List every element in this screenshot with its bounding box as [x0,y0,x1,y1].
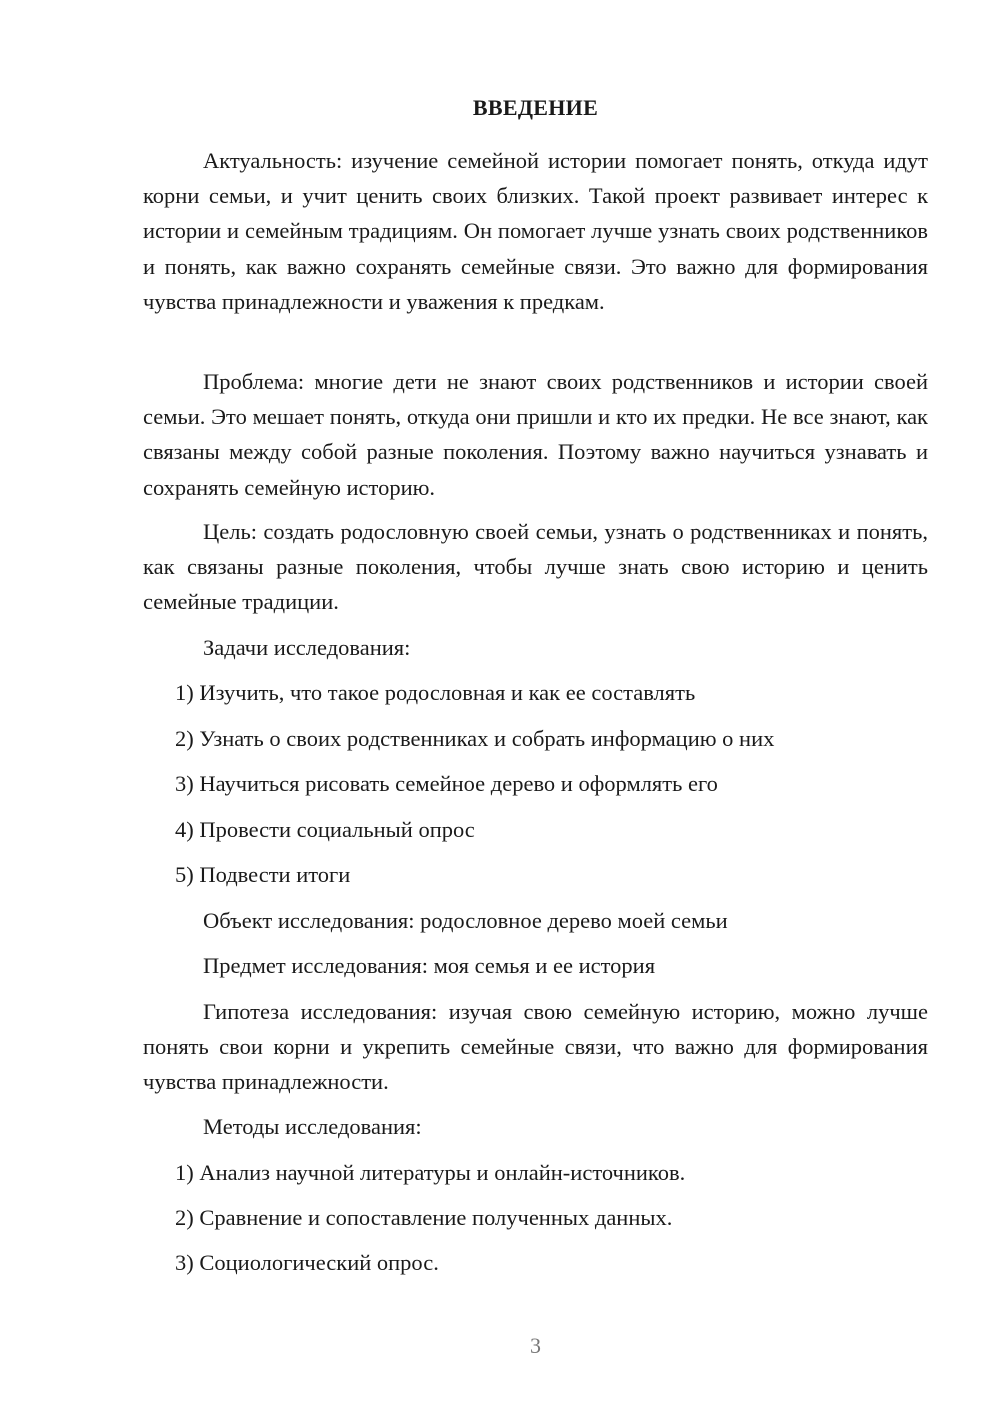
task-item-5: 5) Подвести итоги [175,862,351,887]
task-item-2: 2) Узнать о своих родственниках и собрать информацию о них [175,726,775,751]
task-item-1: 1) Изучить, что такое родословная и как ее составлять [175,680,696,705]
task-item-4: 4) Провести социальный опрос [175,817,475,842]
research-object: Объект исследования: родословное дерево моей семьи [203,908,728,933]
section-title: ВВЕДЕНИЕ [472,95,599,120]
hypothesis-paragraph: Гипотеза исследования: изучая свою семейную историю, можно лучше понять свои корни и укрепить семейные связи, что важно для формирования чувства принадлежности. [143,999,928,1095]
problem-paragraph: Проблема: многие дети не знают своих родственников и истории своей семьи. Это мешает понять, откуда они пришли и кто их предки. Не все знают, как связаны между собой разные поколения. Поэтому важно научиться узнавать и сохранять семейную историю. [143,369,928,500]
method-item-1: 1) Анализ научной литературы и онлайн-источников. [175,1160,686,1185]
page-number: 3 [530,1333,541,1358]
tasks-heading: Задачи исследования: [203,635,411,660]
method-item-2: 2) Сравнение и сопоставление полученных данных. [175,1205,673,1230]
relevance-paragraph: Актуальность: изучение семейной истории помогает понять, откуда идут корни семьи, и учит ценить своих близких. Такой проект развивает интерес к истории и семейным традициям. Он помогает лучше узнать своих родственников и понять, как важно сохранять семейные связи. Это важно для формирования чувства принадлежности и уважения к предкам. [143,148,928,314]
goal-paragraph: Цель: создать родословную своей семьи, узнать о родственниках и понять, как связаны разные поколения, чтобы лучше знать свою историю и ценить семейные традиции. [143,519,928,615]
methods-heading: Методы исследования: [203,1114,422,1139]
task-item-3: 3) Научиться рисовать семейное дерево и оформлять его [175,771,718,796]
method-item-3: 3) Социологический опрос. [175,1250,439,1275]
research-subject: Предмет исследования: моя семья и ее история [203,953,656,978]
